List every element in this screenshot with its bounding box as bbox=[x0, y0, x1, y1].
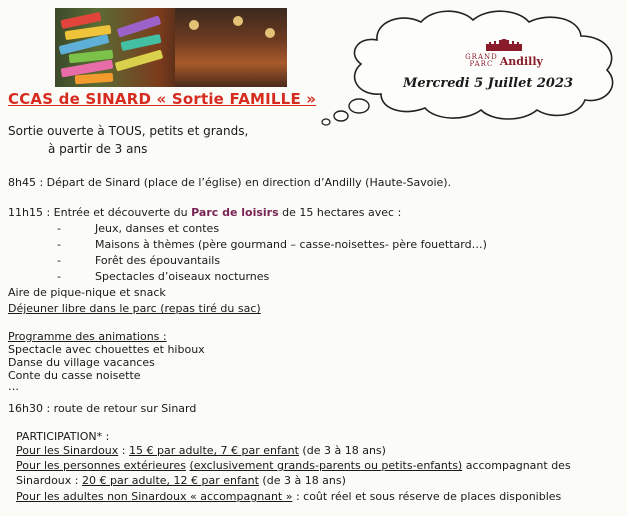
event-date: Mercredi 5 Juillet 2023 bbox=[403, 76, 574, 91]
price-line-sinardoux bbox=[16, 444, 386, 457]
price-label-accompagnant: Pour les adultes non Sinardoux « accompagnant » bbox=[16, 490, 293, 503]
grand-parc-andilly-logo bbox=[465, 36, 543, 68]
return-text: : route de retour sur Sinard bbox=[42, 402, 197, 415]
departure-time: 8h45 bbox=[8, 176, 36, 189]
activity-item-4: Spectacles d’oiseaux nocturnes bbox=[95, 270, 270, 283]
activity-bullet-2: - bbox=[57, 238, 61, 251]
park-time: 11h15 bbox=[8, 206, 43, 219]
picnic-line: Aire de pique-nique et snack bbox=[8, 286, 166, 299]
price-label-sinardoux: Pour les Sinardoux bbox=[16, 444, 119, 457]
castle-icon bbox=[484, 39, 524, 51]
park-text-after: de 15 hectares avec : bbox=[278, 206, 402, 219]
return-time: 16h30 bbox=[8, 402, 43, 415]
logo-name: Andilly bbox=[499, 55, 543, 68]
price-age-1: (de 3 à 18 ans) bbox=[298, 444, 386, 457]
program-title: Programme des animations : bbox=[8, 330, 167, 343]
logo-grand: GRAND bbox=[465, 53, 498, 61]
intro-line-2: à partir de 3 ans bbox=[48, 142, 148, 156]
activity-bullet-3: - bbox=[57, 254, 61, 267]
price-exterieurs: 20 € par adulte, 12 € par enfant bbox=[81, 474, 259, 487]
departure-text: : Départ de Sinard (place de l’église) en direction d’Andilly (Haute-Savoie). bbox=[35, 176, 452, 189]
departure-line bbox=[8, 176, 451, 189]
page-title: CCAS de SINARD « Sortie FAMILLE » bbox=[8, 90, 317, 108]
lunch-line: Déjeuner libre dans le parc (repas tiré du sac) bbox=[8, 302, 261, 315]
price-line-exterieurs-2 bbox=[16, 474, 346, 487]
program-item-4: … bbox=[8, 380, 19, 393]
return-line bbox=[8, 402, 196, 415]
activity-item-1: Jeux, danses et contes bbox=[95, 222, 220, 235]
park-text-before: : Entrée et découverte du bbox=[42, 206, 192, 219]
activity-bullet-1: - bbox=[57, 222, 61, 235]
price-sinardoux-label-2: Sinardoux : bbox=[16, 474, 82, 487]
activity-item-2: Maisons à thèmes (père gourmand – casse-noisettes- père fouettard…) bbox=[95, 238, 487, 251]
price-exterieurs-condition: (exclusivement grands-parents ou petits-enfants) bbox=[189, 459, 463, 472]
price-accompagnant-rest: : coût réel et sous réserve de places disponibles bbox=[292, 490, 562, 503]
price-line-exterieurs bbox=[16, 459, 571, 472]
park-name: Parc de loisirs bbox=[191, 206, 279, 219]
participation-title: PARTICIPATION* : bbox=[16, 430, 110, 443]
price-label-exterieurs: Pour les personnes extérieures bbox=[16, 459, 186, 472]
park-line bbox=[8, 206, 401, 219]
activity-bullet-4: - bbox=[57, 270, 61, 283]
program-item-3: Conte du casse noisette bbox=[8, 369, 141, 382]
activity-item-3: Forêt des épouvantails bbox=[95, 254, 221, 267]
price-age-3: (de 3 à 18 ans) bbox=[258, 474, 346, 487]
logo-parc: PARC bbox=[469, 60, 494, 68]
program-item-2: Danse du village vacances bbox=[8, 356, 155, 369]
price-sinardoux: 15 € par adulte, 7 € par enfant bbox=[129, 444, 299, 457]
program-item-1: Spectacle avec chouettes et hiboux bbox=[8, 343, 205, 356]
price-exterieurs-rest: accompagnant des bbox=[462, 459, 571, 472]
price-line-accompagnant bbox=[16, 490, 561, 503]
intro-line-1: Sortie ouverte à TOUS, petits et grands, bbox=[8, 124, 249, 138]
header-photo bbox=[55, 8, 287, 87]
price-sep-1: : bbox=[118, 444, 129, 457]
